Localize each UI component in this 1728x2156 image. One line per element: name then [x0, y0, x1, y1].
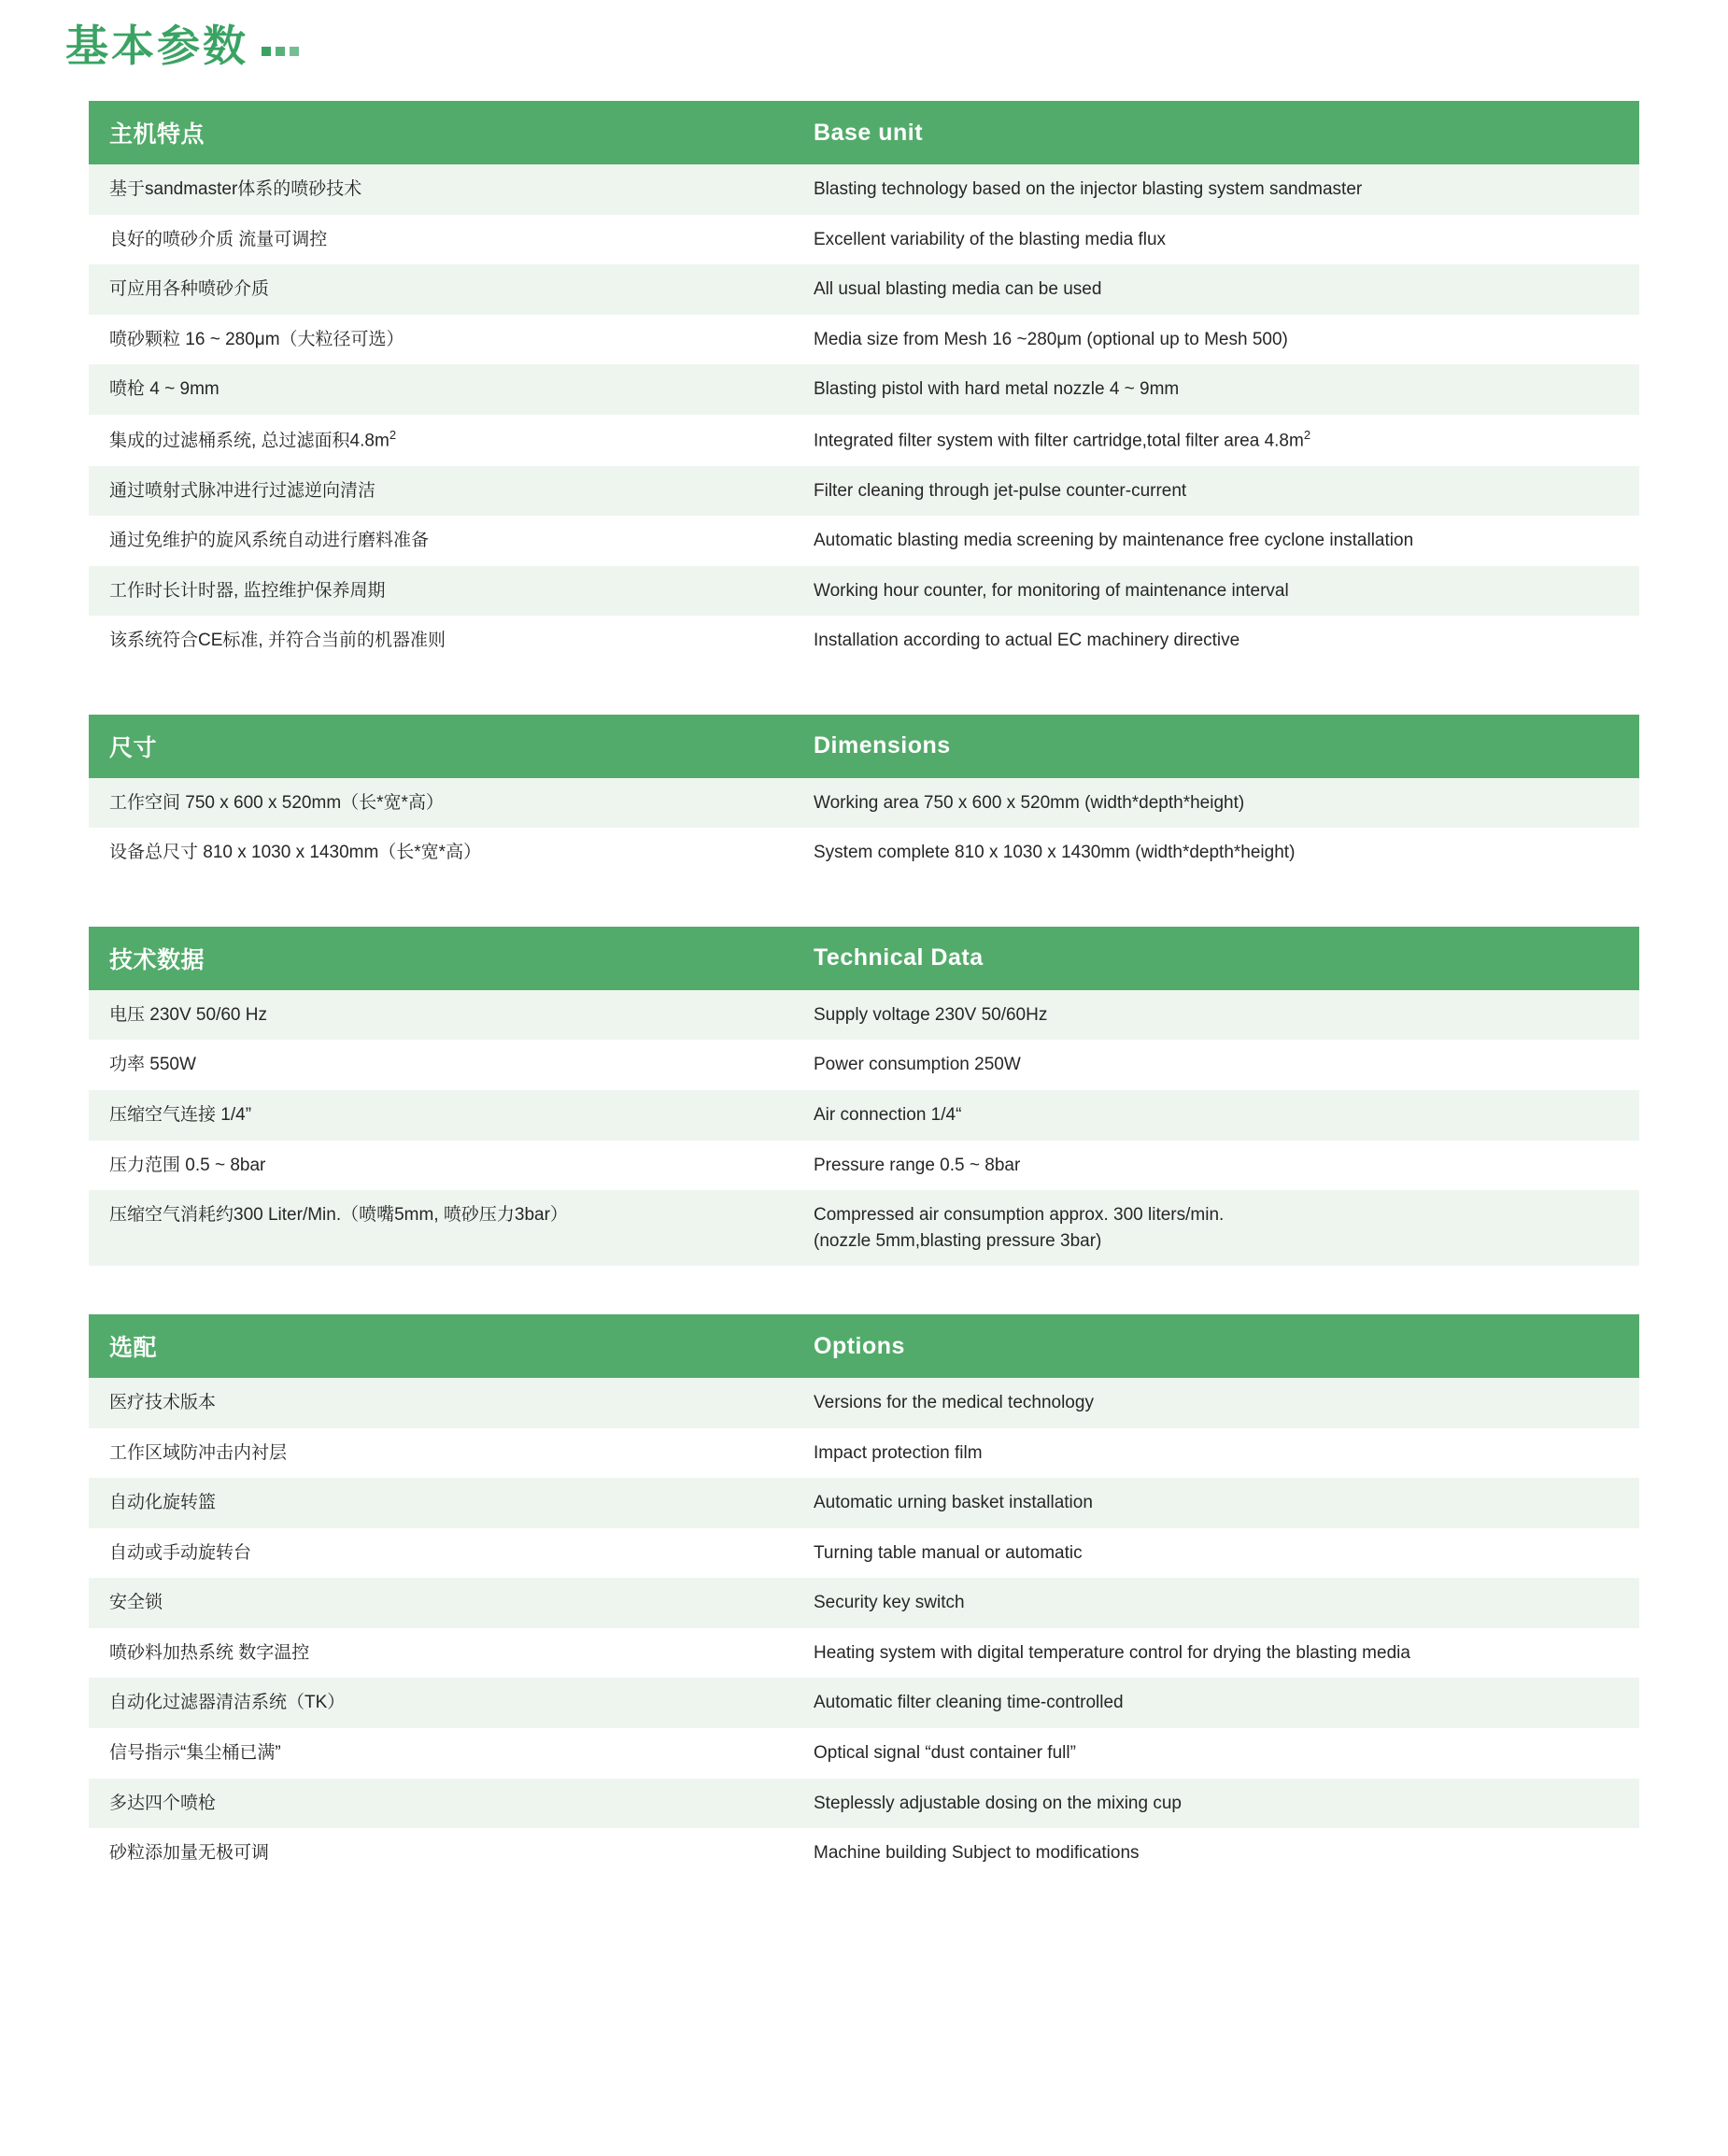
- spec-label-cn: 自动化旋转篮: [89, 1478, 793, 1528]
- spec-label-cn: 自动或手动旋转台: [89, 1528, 793, 1579]
- table-row: [89, 415, 1639, 466]
- spec-label-en: Integrated filter system with filter cartridge,total filter area $4.8m^2$: [793, 415, 1639, 466]
- spec-label-cn: 电压 230V 50/60 Hz: [89, 990, 793, 1041]
- table-row: [89, 264, 1639, 315]
- spec-label-cn: 信号指示“集尘桶已满”: [89, 1728, 793, 1779]
- table-row: [89, 1090, 1639, 1141]
- spec-label-cn: 医疗技术版本: [89, 1378, 793, 1428]
- spec-label-en: Compressed air consumption approx. 300 liters/min. (nozzle 5mm,blasting pressure 3bar): [793, 1190, 1639, 1266]
- page-title: [0, 0, 1728, 70]
- three-dots-icon: [262, 47, 299, 56]
- spec-label-cn: 工作区域防冲击内衬层: [89, 1428, 793, 1479]
- table-row: [89, 1141, 1639, 1191]
- table-row: [89, 516, 1639, 566]
- table-row: [89, 315, 1639, 365]
- spec-label-en: Steplessly adjustable dosing on the mixing cup: [793, 1779, 1639, 1829]
- spec-label-en: System complete 810 x 1030 x 1430mm (width*depth*height): [793, 828, 1639, 878]
- spec-label-en: Blasting pistol with hard metal nozzle 4 ~ 9mm: [793, 364, 1639, 415]
- spec-label-cn: 设备总尺寸 810 x 1030 x 1430mm（长*宽*高）: [89, 828, 793, 878]
- table-row: [89, 1828, 1639, 1879]
- table-row: [89, 1190, 1639, 1266]
- spec-label-cn: 压力范围 0.5 ~ 8bar: [89, 1141, 793, 1191]
- spec-label-cn: 多达四个喷枪: [89, 1779, 793, 1829]
- table-row: [89, 1678, 1639, 1728]
- spec-label-cn: 压缩空气消耗约300 Liter/Min.（喷嘴5mm, 喷砂压力3bar）: [89, 1190, 793, 1266]
- spec-table-base-unit: [89, 101, 1639, 666]
- table-header-row: [89, 715, 1639, 778]
- spec-label-cn: 通过喷射式脉冲进行过滤逆向清洁: [89, 466, 793, 517]
- spec-label-cn: 喷枪 4 ~ 9mm: [89, 364, 793, 415]
- spec-label-en: Working hour counter, for monitoring of maintenance interval: [793, 566, 1639, 617]
- table-row: [89, 1040, 1639, 1090]
- spec-label-cn: 喷砂颗粒 16 ~ 280μm（大粒径可选）: [89, 315, 793, 365]
- table-header-row: [89, 927, 1639, 990]
- spec-label-en: Excellent variability of the blasting media flux: [793, 215, 1639, 265]
- spec-label-en: Automatic blasting media screening by maintenance free cyclone installation: [793, 516, 1639, 566]
- table-header-en: Options: [793, 1314, 1639, 1378]
- spec-label-cn: 可应用各种喷砂介质: [89, 264, 793, 315]
- table-row: [89, 616, 1639, 666]
- spec-table-technical-data: [89, 927, 1639, 1266]
- spec-label-en: Pressure range 0.5 ~ 8bar: [793, 1141, 1639, 1191]
- spec-label-cn: 良好的喷砂介质 流量可调控: [89, 215, 793, 265]
- spec-label-en: Filter cleaning through jet-pulse counter-current: [793, 466, 1639, 517]
- spec-label-en: Air connection 1/4“: [793, 1090, 1639, 1141]
- spec-label-en: Automatic urning basket installation: [793, 1478, 1639, 1528]
- table-row: [89, 466, 1639, 517]
- table-header-cn: 主机特点: [89, 101, 793, 164]
- spec-table-options: [89, 1314, 1639, 1878]
- spec-label-en: Power consumption 250W: [793, 1040, 1639, 1090]
- spec-label-cn: 该系统符合CE标准, 并符合当前的机器准则: [89, 616, 793, 666]
- spec-label-en: Impact protection film: [793, 1428, 1639, 1479]
- table-row: [89, 215, 1639, 265]
- spec-label-en: Working area 750 x 600 x 520mm (width*depth*height): [793, 778, 1639, 829]
- spec-label-cn: 功率 550W: [89, 1040, 793, 1090]
- table-header-cn: 尺寸: [89, 715, 793, 778]
- table-row: [89, 1578, 1639, 1628]
- table-row: [89, 1478, 1639, 1528]
- table-row: [89, 828, 1639, 878]
- table-row: [89, 1378, 1639, 1428]
- table-row: [89, 778, 1639, 829]
- table-header-en: Dimensions: [793, 715, 1639, 778]
- spec-label-cn: 集成的过滤桶系统, 总过滤面积$4.8m^2$: [89, 415, 793, 466]
- spec-label-en: Supply voltage 230V 50/60Hz: [793, 990, 1639, 1041]
- table-row: [89, 1528, 1639, 1579]
- spec-tables-container: [0, 101, 1728, 1879]
- table-row: [89, 364, 1639, 415]
- spec-label-en: Blasting technology based on the injector blasting system sandmaster: [793, 164, 1639, 215]
- spec-label-cn: 工作时长计时器, 监控维护保养周期: [89, 566, 793, 617]
- spec-label-en: Turning table manual or automatic: [793, 1528, 1639, 1579]
- spec-label-cn: 自动化过滤器清洁系统（TK）: [89, 1678, 793, 1728]
- spec-label-cn: 工作空间 750 x 600 x 520mm（长*宽*高）: [89, 778, 793, 829]
- spec-label-en: Security key switch: [793, 1578, 1639, 1628]
- spec-label-en: Media size from Mesh 16 ~280μm (optional up to Mesh 500): [793, 315, 1639, 365]
- spec-table-dimensions: [89, 715, 1639, 878]
- spec-label-cn: 基于sandmaster体系的喷砂技术: [89, 164, 793, 215]
- spec-label-cn: 安全锁: [89, 1578, 793, 1628]
- table-row: [89, 1779, 1639, 1829]
- spec-label-en: Heating system with digital temperature control for drying the blasting media: [793, 1628, 1639, 1679]
- table-header-row: [89, 1314, 1639, 1378]
- spec-label-en: Versions for the medical technology: [793, 1378, 1639, 1428]
- page-title-text: 基本参数: [65, 21, 248, 70]
- table-row: [89, 1628, 1639, 1679]
- spec-label-en: All usual blasting media can be used: [793, 264, 1639, 315]
- table-row: [89, 990, 1639, 1041]
- spec-label-en: Installation according to actual EC machinery directive: [793, 616, 1639, 666]
- table-row: [89, 1428, 1639, 1479]
- table-row: [89, 566, 1639, 617]
- spec-label-cn: 通过免维护的旋风系统自动进行磨料准备: [89, 516, 793, 566]
- table-header-en: Technical Data: [793, 927, 1639, 990]
- table-row: [89, 1728, 1639, 1779]
- table-header-en: Base unit: [793, 101, 1639, 164]
- table-header-cn: 技术数据: [89, 927, 793, 990]
- spec-label-en: Automatic filter cleaning time-controlled: [793, 1678, 1639, 1728]
- table-header-row: [89, 101, 1639, 164]
- spec-label-en: Optical signal “dust container full”: [793, 1728, 1639, 1779]
- spec-label-cn: 砂粒添加量无极可调: [89, 1828, 793, 1879]
- spec-label-en: Machine building Subject to modifications: [793, 1828, 1639, 1879]
- spec-label-cn: 压缩空气连接 1/4”: [89, 1090, 793, 1141]
- table-row: [89, 164, 1639, 215]
- spec-label-cn: 喷砂料加热系统 数字温控: [89, 1628, 793, 1679]
- table-header-cn: 选配: [89, 1314, 793, 1378]
